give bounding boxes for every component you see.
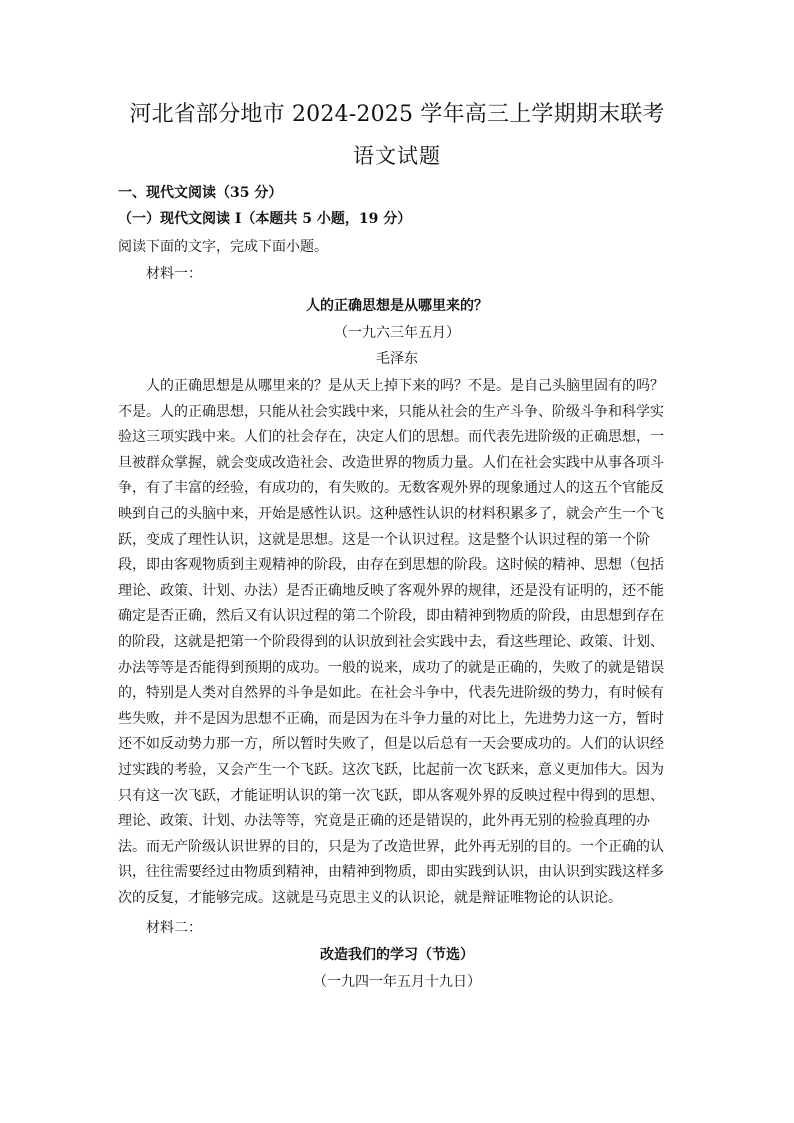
article-line: 段，即由客观物质到主观精神的阶段，由存在到思想的阶段。这时候的精神、思想（包括 (118, 557, 664, 574)
article-two-title: 改造我们的学习（节选） (320, 947, 474, 964)
article-one-author: 毛泽东 (376, 351, 418, 367)
article-line: 法。而无产阶级认识世界的目的，只是为了改造世界，此外再无别的目的。一个正确的认 (118, 838, 664, 855)
section-heading-modern-reading: 一、现代文阅读（35 分） (118, 185, 283, 201)
article-line: 些失败，并不是因为思想不正确，而是因为在斗争力量的对比上，先进势力这一方，暂时 (118, 710, 664, 727)
material-one-label: 材料一： (146, 266, 202, 282)
article-line: 旦被群众掌握，就会变成改造社会、改造世界的物质力量。人们在社会实践中从事各项斗 (118, 454, 664, 471)
exam-title: 河北省部分地市 2024-2025 学年高三上学期期末联考 (129, 102, 665, 127)
reading-instruction: 阅读下面的文字，完成下面小题。 (118, 239, 328, 255)
article-line: 识，往往需要经过由物质到精神，由精神到物质，即由实践到认识，由认识到实践这样多 (118, 864, 664, 881)
article-one-body (118, 374, 676, 911)
article-line: 过实践的考验，又会产生一个飞跃。这次飞跃，比起前一次飞跃来，意义更加伟大。因为 (118, 761, 664, 778)
article-line: 的阶段，这就是把第一个阶段得到的认识放到社会实践中去，看这些理论、政策、计划、 (118, 633, 664, 650)
article-two-date: （一九四一年五月十九日） (313, 974, 481, 991)
article-line: 理论、政策、计划、办法）是否正确地反映了客观外界的规律，还是没有证明的，还不能 (118, 582, 664, 599)
article-line: 确定是否正确，然后又有认识过程的第二个阶段，即由精神到物质的阶段，由思想到存在 (118, 608, 664, 625)
article-line: 还不如反动势力那一方，所以暂时失败了，但是以后总有一天会要成功的。人们的认识经 (118, 736, 664, 753)
article-one-date: （一九六三年五月） (334, 325, 460, 341)
article-line: 理论、政策、计划、办法等等，究竟是正确的还是错误的，此外再无别的检验真理的办 (118, 813, 650, 830)
article-line: 只有这一次飞跃，才能证明认识的第一次飞跃，即从客观外界的反映过程中得到的思想、 (118, 787, 664, 804)
article-line: 次的反复，才能够完成。这就是马克思主义的认识论，就是辩证唯物论的认识论。 (118, 889, 622, 906)
material-two-label: 材料二： (146, 920, 202, 937)
subsection-heading-reading-one: （一）现代文阅读 I（本题共 5 小题，19 分） (118, 211, 412, 227)
article-line: 争，有了丰富的经验，有成功的，有失败的。无数客观外界的现象通过人的这五个官能反 (118, 480, 664, 497)
article-line: 不是。人的正确思想，只能从社会实践中来，只能从社会的生产斗争、阶级斗争和科学实 (118, 403, 664, 420)
article-line: 映到自己的头脑中来，开始是感性认识。这种感性认识的材料积累多了，就会产生一个飞 (118, 505, 664, 522)
article-line: 跃，变成了理性认识，这就是思想。这是一个认识过程。这是整个认识过程的第一个阶 (118, 531, 650, 548)
exam-subject-title: 语文试题 (353, 144, 441, 168)
article-line: 验这三项实践中来。人们的社会存在，决定人们的思想。而代表先进阶级的正确思想，一 (118, 429, 664, 446)
article-line: 的，特别是人类对自然界的斗争是如此。在社会斗争中，代表先进阶级的势力，有时候有 (118, 685, 664, 702)
article-line: 人的正确思想是从哪里来的？是从天上掉下来的吗？不是。是自己头脑里固有的吗？ (146, 378, 664, 394)
article-one-title: 人的正确思想是从哪里来的？ (306, 298, 488, 314)
page-content (118, 100, 676, 992)
article-line: 办法等等是否能得到预期的成功。一般的说来，成功了的就是正确的，失败了的就是错误 (118, 659, 664, 676)
